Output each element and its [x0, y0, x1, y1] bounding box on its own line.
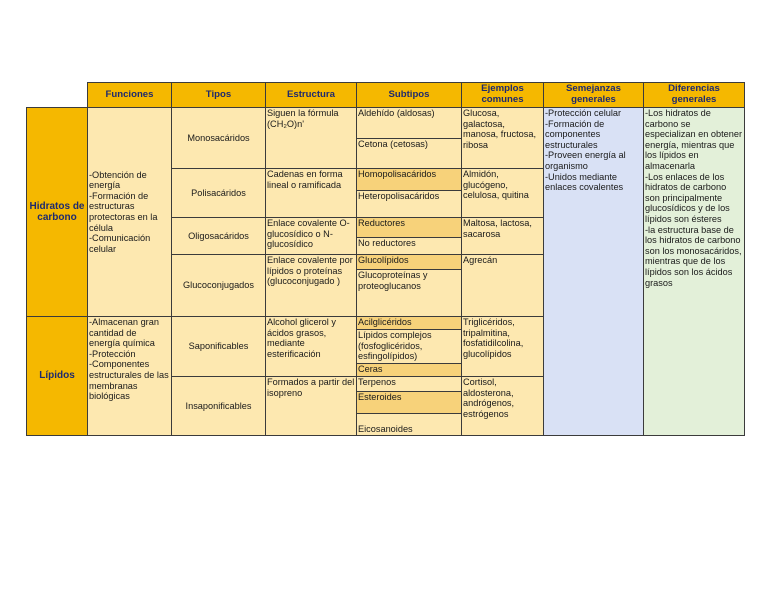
subtipo-glucoproteinas: Glucoproteínas y proteoglucanos — [357, 270, 462, 317]
lipidos-funciones: -Almacenan gran cantidad de energía química -Protección -Componentes estructurales de las membranas biológicas — [88, 317, 172, 436]
subtipo-homopolisacaridos: Homopolisacáridos — [357, 169, 462, 191]
estructura-saponificables: Alcohol glicerol y ácidos grasos, mediante esterificación — [266, 317, 357, 377]
estructura-monosacaridos: Siguen la fórmula (CH₂O)n' — [266, 108, 357, 169]
biomolecules-table — [26, 82, 745, 436]
subtipo-cetosas: Cetona (cetosas) — [357, 139, 462, 169]
row-head-hidratos: Hidratos de carbono — [27, 108, 88, 317]
tipo-glucoconjugados: Glucoconjugados — [172, 255, 266, 317]
estructura-oligosacaridos: Enlace covalente O-glucosídico o N-glucosídico — [266, 218, 357, 255]
tipo-monosacaridos: Monosacáridos — [172, 108, 266, 169]
subtipo-ceras: Ceras — [357, 364, 462, 377]
subtipo-acilgliceridos: Acilglicéridos — [357, 317, 462, 330]
row-head-lipidos: Lípidos — [27, 317, 88, 436]
subtipo-no-reductores: No reductores — [357, 238, 462, 255]
subtipo-heteropolisacaridos: Heteropolisacáridos — [357, 191, 462, 218]
header-corner — [27, 83, 88, 108]
semejanzas-cell: -Protección celular -Formación de componentes estructurales -Proveen energía al organismo -Unidos mediante enlaces covalentes — [544, 108, 644, 436]
header-subtipos: Subtipos — [357, 83, 462, 108]
hidratos-funciones: -Obtención de energía -Formación de estructuras protectoras en la célula -Comunicación celular — [88, 108, 172, 317]
subtipo-glucolipidos: Glucolípidos — [357, 255, 462, 270]
tipo-polisacaridos: Polisacáridos — [172, 169, 266, 218]
subtipo-eicosanoides: Eicosanoides — [357, 414, 462, 436]
diferencias-cell: -Los hidratos de carbono se especializan en obtener energía, mientras que los lípidos en almacenarla -Los enlaces de los hidratos de carbono son principalmente glucosídicos y de los lípidos son ésteres -la estructura base de los hidratos de carbono son los monosacáridos, mientras que de los lípidos son los ácidos grasos — [644, 108, 745, 436]
subtipo-aldosas: Aldehído (aldosas) — [357, 108, 462, 139]
header-diferencias: Diferencias generales — [644, 83, 745, 108]
header-ejemplos: Ejemplos comunes — [462, 83, 544, 108]
ejemplos-glucoconjugados: Agrecán — [462, 255, 544, 317]
estructura-insaponificables: Formados a partir del isopreno — [266, 377, 357, 436]
ejemplos-oligosacaridos: Maltosa, lactosa, sacarosa — [462, 218, 544, 255]
header-tipos: Tipos — [172, 83, 266, 108]
estructura-glucoconjugados: Enlace covalente por lípidos o proteínas (glucoconjugado ) — [266, 255, 357, 317]
header-estructura: Estructura — [266, 83, 357, 108]
ejemplos-monosacaridos: Glucosa, galactosa, manosa, fructosa, ribosa — [462, 108, 544, 169]
subtipo-terpenos: Terpenos — [357, 377, 462, 392]
ejemplos-insaponificables: Cortisol, aldosterona, andrógenos, estrógenos — [462, 377, 544, 436]
ejemplos-saponificables: Triglicéridos, tripalmitina, fosfatidilcolina, glucolípidos — [462, 317, 544, 377]
subtipo-lipidos-complejos: Lípidos complejos (fosfoglicéridos, esfingolípidos) — [357, 330, 462, 364]
subtipo-reductores: Reductores — [357, 218, 462, 238]
ejemplos-polisacaridos: Almidón, glucógeno, celulosa, quitina — [462, 169, 544, 218]
header-semejanzas: Semejanzas generales — [544, 83, 644, 108]
estructura-polisacaridos: Cadenas en forma lineal o ramificada — [266, 169, 357, 218]
tipo-oligosacaridos: Oligosacáridos — [172, 218, 266, 255]
tipo-insaponificables: Insaponificables — [172, 377, 266, 436]
header-funciones: Funciones — [88, 83, 172, 108]
subtipo-esteroides: Esteroides — [357, 392, 462, 414]
tipo-saponificables: Saponificables — [172, 317, 266, 377]
